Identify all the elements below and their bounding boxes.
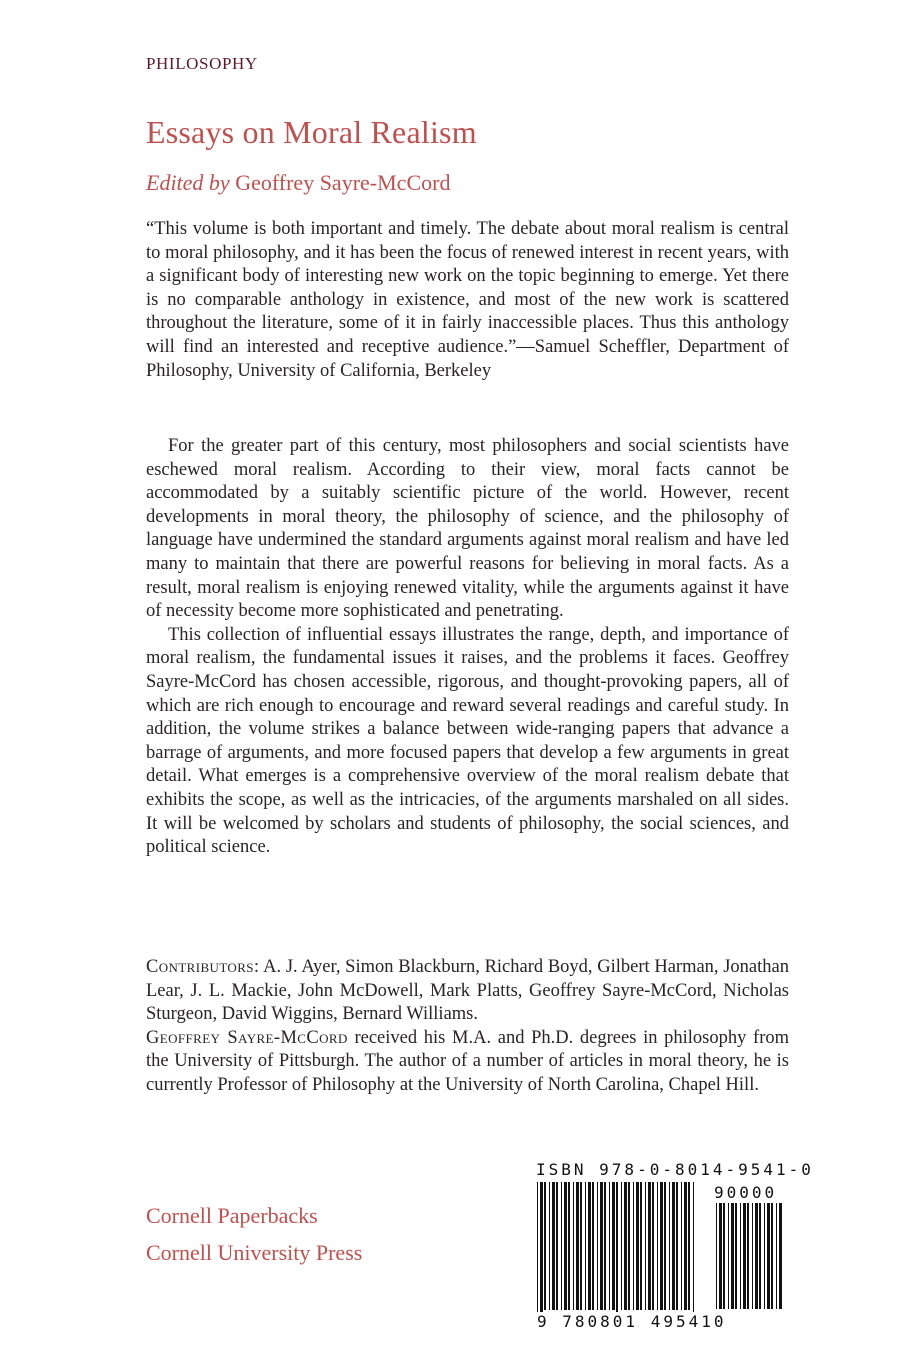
barcode-bar	[728, 1203, 729, 1309]
barcode-bar	[755, 1203, 758, 1309]
barcode-bar	[612, 1182, 615, 1310]
barcode-bar	[624, 1182, 627, 1310]
barcode-bar	[719, 1203, 722, 1309]
barcode-bar	[600, 1182, 603, 1310]
author-bio	[146, 1027, 789, 1098]
barcode-bar	[723, 1203, 725, 1309]
barcode-bar	[549, 1182, 550, 1310]
barcode-bar	[652, 1182, 654, 1310]
contributors-paragraph	[146, 956, 789, 1027]
category-label: PHILOSOPHY	[146, 54, 258, 73]
barcode-bar	[636, 1182, 639, 1310]
author-bio-name: Geoffrey Sayre-McCord	[146, 1027, 348, 1048]
isbn-barcode	[535, 1182, 705, 1322]
barcode-bar	[573, 1182, 574, 1310]
description-paragraph: This collection of influential essays illustrates the range, depth, and importance of moral realism, the fundamental issues it raises, and the problems it faces. Geoffrey Sayre-McCord has chosen accessible, rigorous, and thought-provoking papers, all of which are rich enough to encourage and reward several readings and careful study. In addition, the volume strikes a balance between wide-ranging papers that advance a barrage of arguments, and more focused papers that develop a few arguments in great detail. What emerges is a comprehensive overview of the moral realism debate that exhibits the scope, as well as the intricacies, of the arguments marshaled on all sides. It will be welcomed by scholars and students of philosophy, the social sciences, and political science.	[146, 624, 789, 858]
barcode-bar	[752, 1203, 753, 1309]
barcode-bar	[561, 1182, 562, 1310]
barcode-bar	[767, 1203, 770, 1309]
description-paragraph: For the greater part of this century, most philosophers and social scientists have eschewed moral realism. According to their view, moral facts cannot be accommodated by a suitably scientific picture of the world. However, recent developments in moral theory, the philosophy of science, and the philosophy of language have undermined the standard arguments against moral realism and have led many to maintain that there are powerful reasons for believing in moral facts. As a result, moral realism is enjoying renewed vitality, while the arguments against it have of necessity become more sophisticated and penetrating.	[146, 436, 789, 622]
contributors-names: A. J. Ayer, Simon Blackburn, Richard Boyd, Gilbert Harman, Jonathan Lear, J. L. Mackie, John McDowell, Mark Platts, Geoffrey Sayre-McCord, Nicholas Sturgeon, David Wiggins, Bernard Williams.	[146, 957, 789, 1025]
barcode-bar	[544, 1182, 546, 1310]
contributors-section	[146, 956, 789, 1098]
barcode-bar	[556, 1182, 558, 1310]
barcode-bar	[588, 1182, 591, 1310]
barcode-bar	[743, 1203, 746, 1309]
barcode-bar	[609, 1182, 610, 1310]
editor-line	[146, 170, 450, 196]
barcode-bar	[664, 1182, 666, 1310]
description	[146, 435, 789, 860]
barcode-bar	[731, 1203, 734, 1309]
barcode-bar	[585, 1182, 586, 1310]
barcode-bar	[537, 1182, 538, 1320]
barcode-bar	[747, 1203, 749, 1309]
barcode-bar	[684, 1182, 687, 1310]
barcode-bar	[771, 1203, 773, 1309]
barcode-bar	[759, 1203, 761, 1309]
barcode-bar	[681, 1182, 682, 1310]
barcode-bar	[540, 1182, 543, 1320]
book-title: Essays on Moral Realism	[146, 114, 477, 150]
publisher-name: Cornell University Press	[146, 1240, 363, 1265]
barcode-bar	[676, 1182, 678, 1310]
barcode-bar	[552, 1182, 555, 1310]
barcode-bar	[688, 1182, 690, 1310]
barcode-bar	[576, 1182, 579, 1310]
barcode-bar	[645, 1182, 646, 1310]
endorsement-quote: “This volume is both important and timely. The debate about moral realism is central to moral philosophy, and it has been the focus of renewed interest in recent years, with a significant body of interesting new work on the topic beginning to emerge. Yet there is no comparable anthology in existence, and most of the new work is scattered throughout the literature, some of it in fairly inaccessible places. Thus this anthology will find an interested and receptive audience.”—Samuel Scheffler, Department of Philosophy, University of California, Berkeley	[146, 219, 789, 381]
barcode-bar	[740, 1203, 741, 1309]
barcode-bar	[716, 1203, 717, 1309]
price-code: 90000	[714, 1183, 778, 1202]
barcode-bar	[633, 1182, 634, 1310]
contributors-label: Contributors:	[146, 957, 260, 977]
barcode-bar	[564, 1182, 567, 1310]
author-bio-text: received his M.A. and Ph.D. degrees in philosophy from the University of Pittsburgh. The author of a number of articles in moral theory, he is currently Professor of Philosophy at the University of North Carolina, Chapel Hill.	[146, 1027, 790, 1095]
barcode-bar	[672, 1182, 675, 1310]
barcode-bar	[616, 1182, 618, 1320]
barcode-bar	[592, 1182, 594, 1310]
barcode-bar	[660, 1182, 663, 1310]
isbn-label: ISBN 978-0-8014-9541-0	[536, 1160, 814, 1179]
barcode-bar	[604, 1182, 606, 1310]
price-barcode	[714, 1203, 789, 1311]
editor-name: Geoffrey Sayre-McCord	[235, 170, 451, 195]
barcode-bar	[669, 1182, 670, 1310]
barcode-bar	[657, 1182, 658, 1310]
barcode-bar	[779, 1203, 782, 1309]
barcode-bar	[776, 1203, 777, 1309]
barcode-bar	[568, 1182, 570, 1310]
barcode-bar	[764, 1203, 765, 1309]
barcode-bar	[580, 1182, 582, 1310]
barcode-bar	[648, 1182, 651, 1310]
barcode-bar	[597, 1182, 598, 1310]
barcode-bar	[693, 1182, 694, 1320]
barcode-bar	[628, 1182, 630, 1310]
barcode-bar	[621, 1182, 622, 1310]
series-name: Cornell Paperbacks	[146, 1203, 318, 1228]
barcode-bar	[640, 1182, 642, 1310]
editor-label: Edited by	[146, 170, 230, 195]
barcode-bar	[735, 1203, 737, 1309]
barcode-digits: 9 780801 495410	[537, 1312, 727, 1331]
